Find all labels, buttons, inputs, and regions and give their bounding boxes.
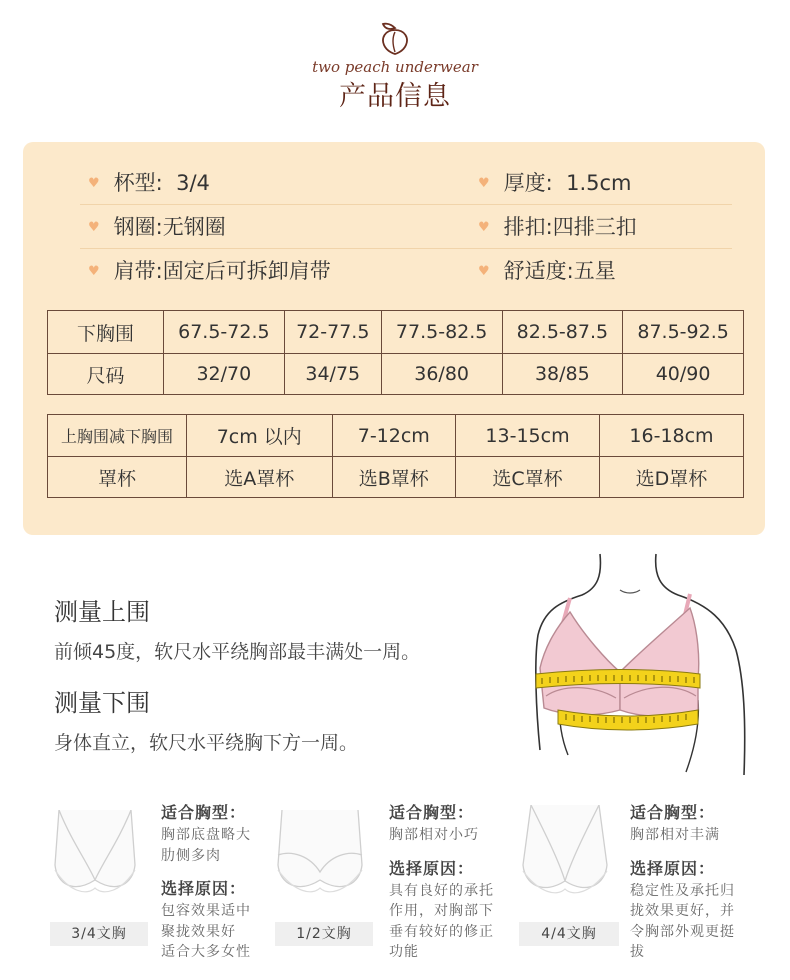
- table-cell: 罩杯: [48, 457, 187, 498]
- table-row: [48, 311, 744, 354]
- reason-line: 具有良好的承托: [389, 882, 494, 899]
- cup-label: 1/2文胸: [275, 922, 373, 946]
- heart-icon: ♥: [478, 176, 490, 191]
- table-cell: 72-77.5: [284, 311, 381, 354]
- reason-line: 适合大多女性: [161, 944, 251, 960]
- reason-title: 选择原因：: [389, 858, 475, 878]
- attr-strap: ♥ 肩带:固定后可拆卸肩带: [88, 256, 331, 286]
- table-cell: 选A罩杯: [187, 457, 333, 498]
- fit-title: 适合胸型：: [630, 803, 716, 822]
- measuring-illustration: [522, 550, 762, 780]
- table-cell: 选C罩杯: [456, 457, 600, 498]
- table-cell: 下胸围: [48, 311, 164, 354]
- table-cell: 上胸围减下胸围: [48, 415, 187, 457]
- reason-title: 选择原因：: [161, 879, 247, 898]
- attr-underwire: ♥ 钢圈:无钢圈: [88, 212, 226, 242]
- heart-icon: ♥: [88, 264, 100, 279]
- measure-lower-title: 测量下围: [54, 689, 150, 717]
- heart-icon: ♥: [88, 220, 100, 235]
- measure-lower-text: 身体直立，软尺水平绕胸下方一周。: [54, 732, 359, 754]
- table-row: [48, 354, 744, 395]
- page-title: 产品信息: [339, 81, 451, 112]
- table-cell: 选B罩杯: [332, 457, 456, 498]
- heart-icon: ♥: [478, 264, 490, 279]
- measure-upper-text: 前倾45度，软尺水平绕胸部最丰满处一周。: [54, 641, 421, 663]
- cup-label: 4/4文胸: [519, 922, 619, 946]
- fit-line: 胸部相对丰满: [630, 827, 720, 843]
- cup-table: [47, 414, 744, 498]
- table-cell: 13-15cm: [456, 415, 600, 457]
- fit-title: 适合胸型：: [161, 803, 247, 822]
- reason-line: 拢效果更好，并: [630, 903, 735, 919]
- reason-line: 包容效果适中: [161, 903, 251, 919]
- table-cell: 77.5-82.5: [381, 311, 502, 354]
- heart-icon: ♥: [88, 176, 100, 191]
- table-cell: 38/85: [502, 354, 623, 395]
- reason-title: 选择原因：: [630, 858, 716, 878]
- table-cell: 36/80: [381, 354, 502, 395]
- peach-logo-icon: [375, 18, 415, 58]
- attr-hooks: ♥ 排扣:四排三扣: [478, 212, 637, 242]
- table-cell: 87.5-92.5: [623, 311, 744, 354]
- table-row: [48, 415, 744, 457]
- reason-line: 聚拢效果好: [161, 923, 236, 940]
- table-cell: 尺码: [48, 354, 164, 395]
- fit-line: 肋侧多肉: [161, 847, 221, 864]
- cup-label: 3/4文胸: [50, 922, 148, 946]
- heart-icon: ♥: [478, 220, 490, 235]
- size-table: [47, 310, 744, 395]
- table-cell: 选D罩杯: [600, 457, 744, 498]
- cup-info-3-4: [161, 800, 271, 963]
- reason-line: 垂有较好的修正: [389, 923, 494, 940]
- table-cell: 16-18cm: [600, 415, 744, 457]
- table-cell: 82.5-87.5: [502, 311, 623, 354]
- measure-upper-title: 测量上围: [54, 598, 150, 626]
- fit-line: 胸部相对小巧: [389, 827, 479, 843]
- attr-comfort: ♥ 舒适度:五星: [478, 256, 616, 286]
- table-cell: 7cm 以内: [187, 415, 333, 457]
- table-cell: 67.5-72.5: [164, 311, 285, 354]
- table-row: [48, 457, 744, 498]
- reason-line: 稳定性及承托归: [630, 882, 735, 899]
- table-cell: 32/70: [164, 354, 285, 395]
- brand-name: two peach underwear: [312, 58, 478, 76]
- cup-info-1-2: [389, 800, 514, 963]
- fit-line: 胸部底盘略大: [161, 827, 251, 843]
- reason-line: 令胸部外观更挺: [630, 923, 735, 940]
- reason-line: 拔: [630, 944, 645, 960]
- cup-info-4-4: [630, 800, 755, 963]
- attr-thickness: ♥ 厚度: 1.5cm: [478, 168, 632, 198]
- fit-title: 适合胸型：: [389, 803, 475, 822]
- bra-3-4-illustration: [47, 810, 143, 906]
- reason-line: 功能: [389, 944, 419, 960]
- table-cell: 40/90: [623, 354, 744, 395]
- bra-4-4-illustration: [515, 805, 615, 905]
- table-cell: 34/75: [284, 354, 381, 395]
- divider: [80, 204, 732, 205]
- divider: [80, 248, 732, 249]
- reason-line: 作用，对胸部下: [389, 903, 494, 919]
- attr-cup-type: ♥ 杯型: 3/4: [88, 168, 210, 198]
- table-cell: 7-12cm: [332, 415, 456, 457]
- bra-1-2-illustration: [272, 810, 368, 906]
